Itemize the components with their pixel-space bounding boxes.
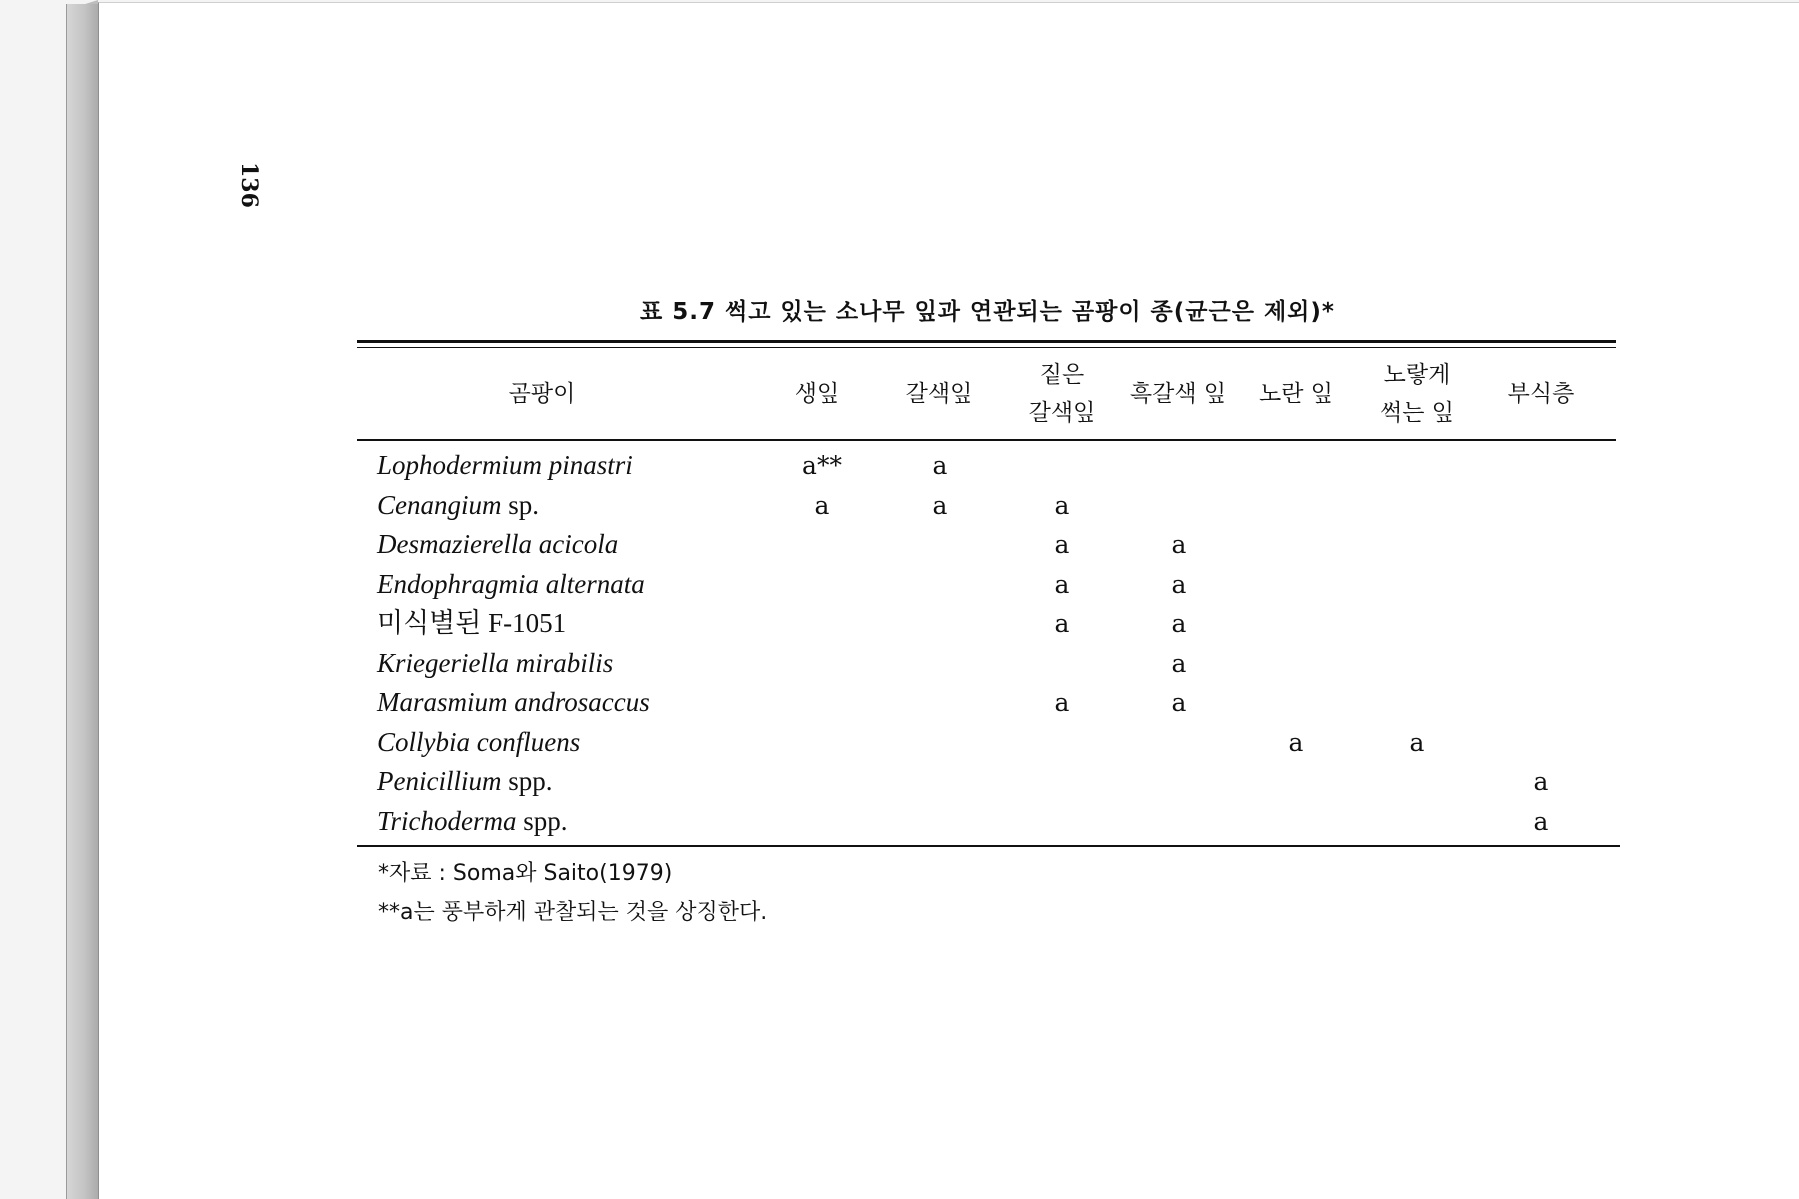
- fungus-name-italic: Desmazierella acicola: [377, 529, 619, 559]
- table-header: [357, 350, 1616, 438]
- fungus-name-italic: Penicillium: [377, 766, 502, 796]
- occurrence-mark: [1501, 486, 1581, 526]
- occurrence-mark: a: [932, 490, 948, 520]
- header-fresh-leaf: 생잎: [794, 381, 840, 407]
- occurrence-mark: [1022, 802, 1102, 842]
- occurrence-mark: [1256, 683, 1336, 723]
- fungus-name: [377, 802, 568, 842]
- table-row: [357, 446, 1616, 486]
- occurrence-mark: [1139, 802, 1219, 842]
- fungus-name-italic: Collybia confluens: [377, 726, 581, 757]
- occurrence-mark: [1501, 644, 1581, 684]
- table-row: [357, 723, 1616, 763]
- occurrence-mark: [1377, 604, 1457, 644]
- fungus-name: [377, 644, 613, 684]
- header-fungus: 곰팡이: [508, 381, 576, 407]
- occurrence-mark: [1377, 762, 1457, 802]
- occurrence-mark: a: [1054, 688, 1070, 717]
- occurrence-mark: [1256, 486, 1336, 526]
- occurrence-mark: a: [1054, 609, 1070, 638]
- occurrence-mark: a: [1171, 530, 1187, 559]
- occurrence-mark: [900, 525, 980, 565]
- occurrence-mark: a: [1409, 727, 1425, 757]
- fungus-name-italic: Cenangium: [377, 489, 502, 520]
- fungus-name-plain: spp.: [501, 766, 553, 796]
- occurrence-mark: a: [814, 490, 830, 520]
- occurrence-mark: a: [1288, 727, 1304, 757]
- table-top-rule-thin: [357, 347, 1616, 348]
- fungus-name-italic: Marasmium androsaccus: [377, 687, 650, 717]
- fungus-name-italic: Lophodermium pinastri: [377, 450, 633, 480]
- footnote-abundance: **a는 풍부하게 관찰되는 것을 상징한다.: [378, 900, 768, 925]
- occurrence-mark: [782, 525, 862, 565]
- header-black-brown-leaf: 흑갈색 잎: [1129, 381, 1227, 407]
- occurrence-mark: [1501, 565, 1581, 605]
- occurrence-mark: [1377, 644, 1457, 684]
- table-row: [357, 802, 1616, 842]
- header-humus-layer: 부식층: [1507, 381, 1575, 407]
- occurrence-mark: a: [1171, 609, 1187, 638]
- occurrence-mark: [782, 723, 862, 763]
- occurrence-mark: a**: [802, 451, 842, 480]
- table-row: [357, 644, 1616, 684]
- occurrence-mark: [900, 565, 980, 605]
- table-row: [357, 565, 1616, 605]
- occurrence-mark: [1377, 486, 1457, 526]
- occurrence-mark: [1139, 486, 1219, 526]
- header-brown-leaf: 갈색잎: [905, 381, 973, 407]
- table-header-rule: [357, 439, 1616, 441]
- occurrence-mark: [1022, 762, 1102, 802]
- fungus-name-plain: 미식별된 F-1051: [377, 608, 567, 638]
- occurrence-mark: a: [1533, 806, 1549, 836]
- occurrence-mark: [782, 762, 862, 802]
- occurrence-mark: [1377, 802, 1457, 842]
- footnote-source: *자료 : Soma와 Saito(1979): [378, 861, 673, 886]
- occurrence-mark: a: [1054, 569, 1070, 599]
- header-yellow-decaying-leaf: 노랗게 썩는 잎: [1380, 362, 1454, 426]
- occurrence-mark: [1501, 683, 1581, 723]
- occurrence-mark: [1256, 644, 1336, 684]
- occurrence-mark: a: [932, 451, 948, 480]
- occurrence-mark: [1139, 723, 1219, 763]
- occurrence-mark: [1377, 683, 1457, 723]
- fungus-name: [377, 446, 633, 486]
- occurrence-mark: [1501, 723, 1581, 763]
- occurrence-mark: [782, 802, 862, 842]
- table-row: [357, 604, 1616, 644]
- fungus-name: [377, 723, 580, 763]
- occurrence-mark: [782, 644, 862, 684]
- occurrence-mark: [1256, 525, 1336, 565]
- occurrence-mark: [1501, 525, 1581, 565]
- occurrence-mark: [1256, 446, 1336, 486]
- occurrence-mark: [1022, 446, 1102, 486]
- occurrence-mark: [900, 644, 980, 684]
- table-body: [357, 446, 1616, 841]
- fungus-name-italic: Endophragmia alternata: [377, 568, 645, 599]
- occurrence-mark: [1256, 802, 1336, 842]
- fungus-name: [377, 762, 552, 802]
- fungus-name-plain: spp.: [516, 805, 568, 836]
- occurrence-mark: [1139, 446, 1219, 486]
- table-row: [357, 762, 1616, 802]
- occurrence-mark: [1377, 565, 1457, 605]
- fungus-name: [377, 604, 566, 644]
- occurrence-mark: a: [1171, 688, 1187, 717]
- table-top-rule: [357, 340, 1616, 343]
- fungus-name-italic: Kriegeriella mirabilis: [377, 647, 614, 678]
- occurrence-mark: [1022, 644, 1102, 684]
- occurrence-mark: [782, 565, 862, 605]
- fungus-name: [377, 525, 618, 565]
- footnotes: [378, 854, 767, 932]
- page-number: 136: [236, 162, 262, 208]
- occurrence-mark: [1377, 525, 1457, 565]
- book-spine: [66, 4, 99, 1199]
- occurrence-mark: a: [1171, 648, 1187, 678]
- occurrence-mark: [900, 762, 980, 802]
- occurrence-mark: [900, 723, 980, 763]
- table-row: [357, 525, 1616, 565]
- occurrence-mark: [1256, 762, 1336, 802]
- fungus-name: [377, 565, 645, 605]
- occurrence-mark: a: [1171, 569, 1187, 599]
- occurrence-mark: [1256, 604, 1336, 644]
- occurrence-mark: [782, 683, 862, 723]
- table-row: [357, 486, 1616, 526]
- occurrence-mark: [1501, 604, 1581, 644]
- header-yellow-leaf: 노란 잎: [1259, 381, 1333, 407]
- table-caption: 표 5.7 썩고 있는 소나무 잎과 연관되는 곰팡이 종(균근은 제외)*: [640, 299, 1335, 325]
- occurrence-mark: [1139, 762, 1219, 802]
- occurrence-mark: a: [1054, 490, 1070, 520]
- occurrence-mark: a: [1054, 530, 1070, 559]
- occurrence-mark: a: [1533, 767, 1549, 796]
- table-bottom-rule: [357, 845, 1620, 847]
- occurrence-mark: [900, 802, 980, 842]
- fungus-name: [377, 486, 539, 526]
- fungus-name: [377, 683, 650, 723]
- occurrence-mark: [782, 604, 862, 644]
- occurrence-mark: [1377, 446, 1457, 486]
- occurrence-mark: [900, 604, 980, 644]
- header-dark-brown-leaf: 짙은 갈색잎: [1028, 362, 1096, 426]
- occurrence-mark: [1501, 446, 1581, 486]
- fungus-name-italic: Trichoderma: [377, 805, 517, 836]
- table-row: [357, 683, 1616, 723]
- occurrence-mark: [1256, 565, 1336, 605]
- occurrence-mark: [1022, 723, 1102, 763]
- occurrence-mark: [900, 683, 980, 723]
- fungus-name-plain: sp.: [501, 489, 540, 520]
